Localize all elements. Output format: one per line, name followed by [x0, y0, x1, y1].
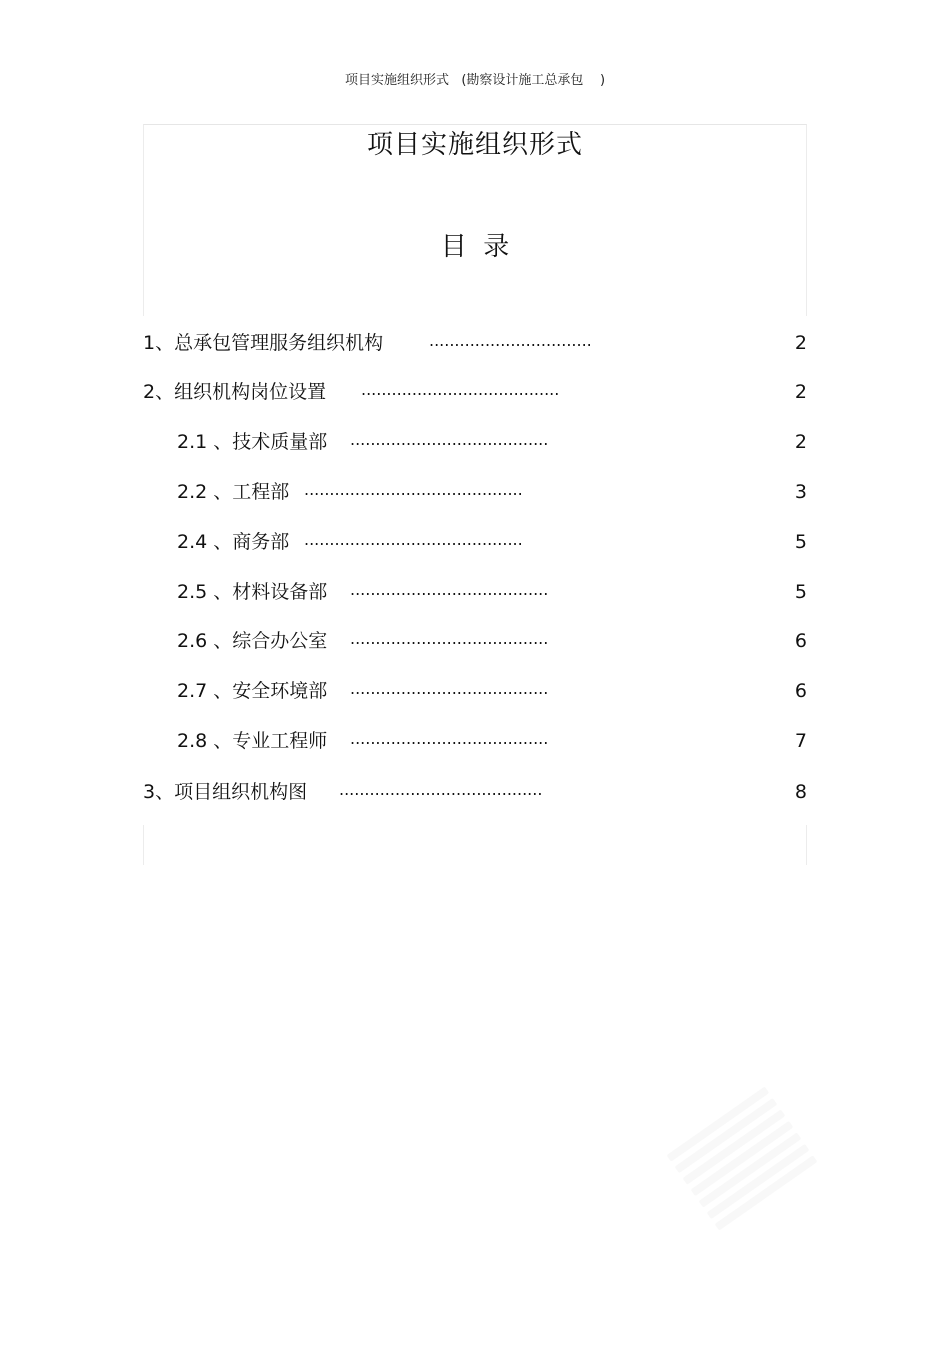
toc-entry-page: 2 [794, 431, 807, 453]
toc-entry-page: 6 [794, 630, 807, 652]
toc-entry-leader: ........................................... [304, 480, 523, 499]
toc-entry-label: 2.4 、商务部 [177, 531, 290, 553]
toc-entry-page: 8 [794, 781, 807, 803]
toc-heading: 目 录 [440, 232, 510, 262]
toc-entry-label: 2.6 、综合办公室 [177, 630, 328, 652]
toc-entry-leader: ........................................... [304, 530, 523, 549]
running-header: 项目实施组织形式 (勘察设计施工总承包 ) [344, 73, 606, 88]
toc-entry-label: 1、总承包管理服务组织机构 [143, 332, 384, 354]
toc-entry[interactable] [177, 528, 807, 556]
toc-entry[interactable] [143, 378, 807, 406]
toc-entry-label: 3、项目组织机构图 [143, 781, 308, 803]
toc-entry[interactable] [177, 627, 807, 655]
toc-entry-leader: ....................................... [350, 430, 549, 449]
toc-entry-leader: ....................................... [350, 629, 549, 648]
toc-entry-label: 2.7 、安全环境部 [177, 680, 328, 702]
toc-entry-leader: ....................................... [350, 679, 549, 698]
toc-entry[interactable] [177, 677, 807, 705]
toc-entry[interactable] [177, 478, 807, 506]
toc-entry-label: 2.8 、专业工程师 [177, 730, 328, 752]
toc-entry[interactable] [177, 727, 807, 755]
document-title: 项目实施组织形式 [366, 130, 583, 160]
toc-entry-page: 6 [794, 680, 807, 702]
toc-entry-leader: ....................................... [350, 580, 549, 599]
toc-entry[interactable] [177, 428, 807, 456]
toc-entry[interactable] [177, 578, 807, 606]
toc-entry-leader: ....................................... [361, 380, 560, 399]
toc-entry-page: 3 [794, 481, 807, 503]
toc-entry-page: 2 [794, 332, 807, 354]
toc-entry-label: 2.2 、工程部 [177, 481, 290, 503]
toc-entry-leader: ........................................ [339, 780, 543, 799]
toc-entry-label: 2.1 、技术质量部 [177, 431, 328, 453]
toc-entry-page: 7 [794, 730, 807, 752]
toc-entry-page: 5 [794, 581, 807, 603]
toc-entry-page: 2 [794, 381, 807, 403]
toc-entry-leader: ................................ [429, 331, 592, 350]
toc-entry-page: 5 [794, 531, 807, 553]
toc-entry[interactable] [143, 778, 807, 806]
toc-entry[interactable] [143, 329, 807, 357]
toc-entry-leader: ....................................... [350, 729, 549, 748]
toc-entry-label: 2、组织机构岗位设置 [143, 381, 327, 403]
toc-entry-label: 2.5 、材料设备部 [177, 581, 328, 603]
